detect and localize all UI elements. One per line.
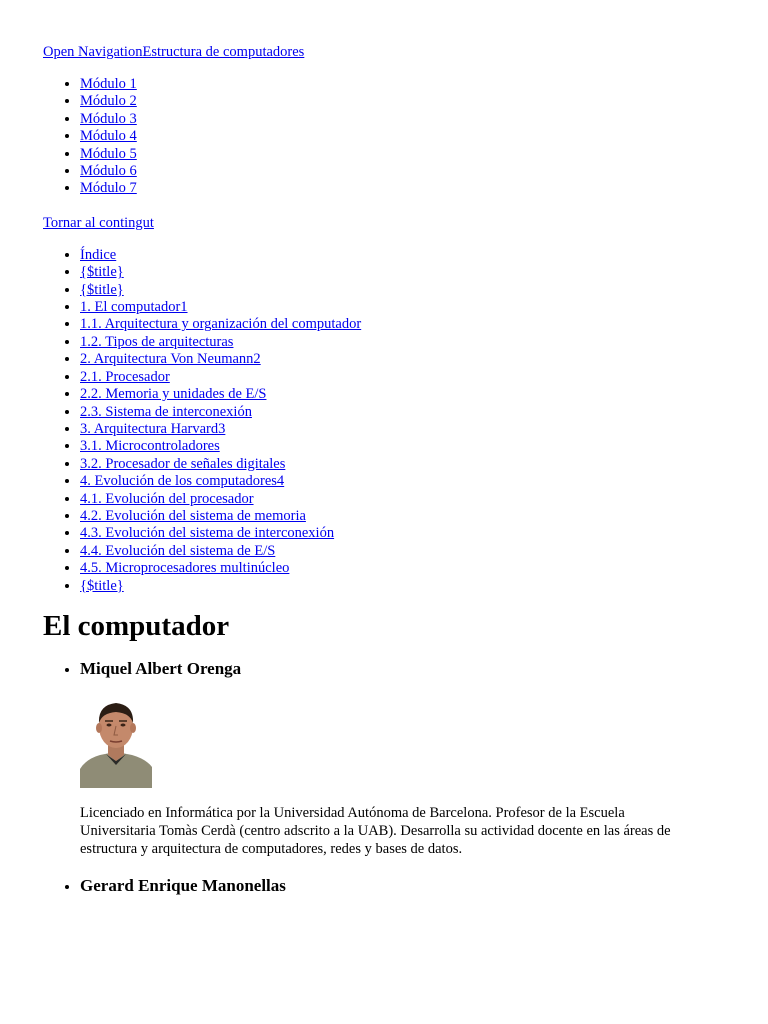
toc-item [80,264,743,281]
module-link-5[interactable]: Módulo 5 [80,145,137,162]
toc-item [80,299,743,316]
toc-item [80,438,743,455]
toc-item [80,351,743,368]
module-list [43,76,743,198]
toc-link-2-1[interactable]: 2.1. Procesador [80,368,170,385]
toc-link-2-2[interactable]: 2.2. Memoria y unidades de E/S [80,386,267,403]
toc-link-4-2[interactable]: 4.2. Evolución del sistema de memoria [80,507,306,524]
toc-link-4-1[interactable]: 4.1. Evolución del procesador [80,490,254,507]
toc-item [80,421,743,438]
toc-link-1-2[interactable]: 1.2. Tipos de arquitecturas [80,333,234,350]
toc-item [80,334,743,351]
author-item [80,876,743,896]
toc-link-3-1[interactable]: 3.1. Microcontroladores [80,438,220,455]
module-item [80,111,743,128]
toc-link-2[interactable]: 2. Arquitectura Von Neumann2 [80,351,261,368]
toc-link-indice[interactable]: Índice [80,246,117,263]
site-title-link[interactable]: Estructura de computadores [142,44,305,60]
toc-link-1[interactable]: 1. El computador1 [80,299,188,316]
author-bio: Licenciado en Informática por la Universidad Autónoma de Barcelona. Profesor de la Escuela Universitaria Tomàs Cerdà (centro adscrito a la UAB). Desarrolla su actividad docente en las áreas de estructura y arquitectura de computadores, redes y bases de datos. [80,804,671,857]
page-title: El computador [43,609,230,642]
module-item [80,128,743,145]
toc-link-4-5[interactable]: 4.5. Microprocesadores multinúcleo [80,560,290,577]
toc-link-4-3[interactable]: 4.3. Evolución del sistema de interconexión [80,525,335,542]
toc-link-4-4[interactable]: 4.4. Evolución del sistema de E/S [80,542,276,559]
toc-item [80,282,743,299]
toc-item [80,543,743,560]
author-item [80,659,743,858]
module-link-1[interactable]: Módulo 1 [80,76,137,92]
page-content [43,0,743,896]
toc-item [80,456,743,473]
module-item [80,163,743,180]
module-link-4[interactable]: Módulo 4 [80,128,137,145]
module-link-7[interactable]: Módulo 7 [80,180,137,197]
top-nav [43,42,743,62]
toc-link-title[interactable]: {$title} [80,281,124,298]
module-item [80,180,743,197]
toc-link-4[interactable]: 4. Evolución de los computadores4 [80,473,285,490]
toc-item [80,473,743,490]
toc-item [80,508,743,525]
toc-link-2-3[interactable]: 2.3. Sistema de interconexión [80,403,252,420]
toc-item [80,386,743,403]
toc-item [80,578,743,595]
toc-item [80,316,743,333]
toc-link-3-2[interactable]: 3.2. Procesador de señales digitales [80,455,286,472]
toc-item [80,404,743,421]
module-item [80,93,743,110]
module-link-3[interactable]: Módulo 3 [80,110,137,127]
toc-item [80,560,743,577]
module-link-2[interactable]: Módulo 2 [80,93,137,110]
toc-item [80,247,743,264]
module-item [80,76,743,93]
toc-link-title[interactable]: {$title} [80,264,124,281]
toc-link-3[interactable]: 3. Arquitectura Harvard3 [80,420,226,437]
open-navigation-link[interactable]: Open Navigation [43,44,143,60]
author-name: • Miquel Albert Orenga [80,658,242,678]
author-list [43,659,743,896]
toc-item [80,525,743,542]
toc-link-1-1[interactable]: 1.1. Arquitectura y organización del computador [80,316,362,333]
toc-item [80,491,743,508]
module-link-6[interactable]: Módulo 6 [80,163,137,180]
author-name: • Gerard Enrique Manonellas [80,875,286,895]
toc-item [80,369,743,386]
module-item [80,146,743,163]
table-of-contents [43,247,743,595]
toc-link-title[interactable]: {$title} [80,577,124,594]
skip-to-content [43,214,743,232]
skip-to-content-link[interactable]: Tornar al contingut [43,214,154,231]
author-photo [80,697,152,788]
